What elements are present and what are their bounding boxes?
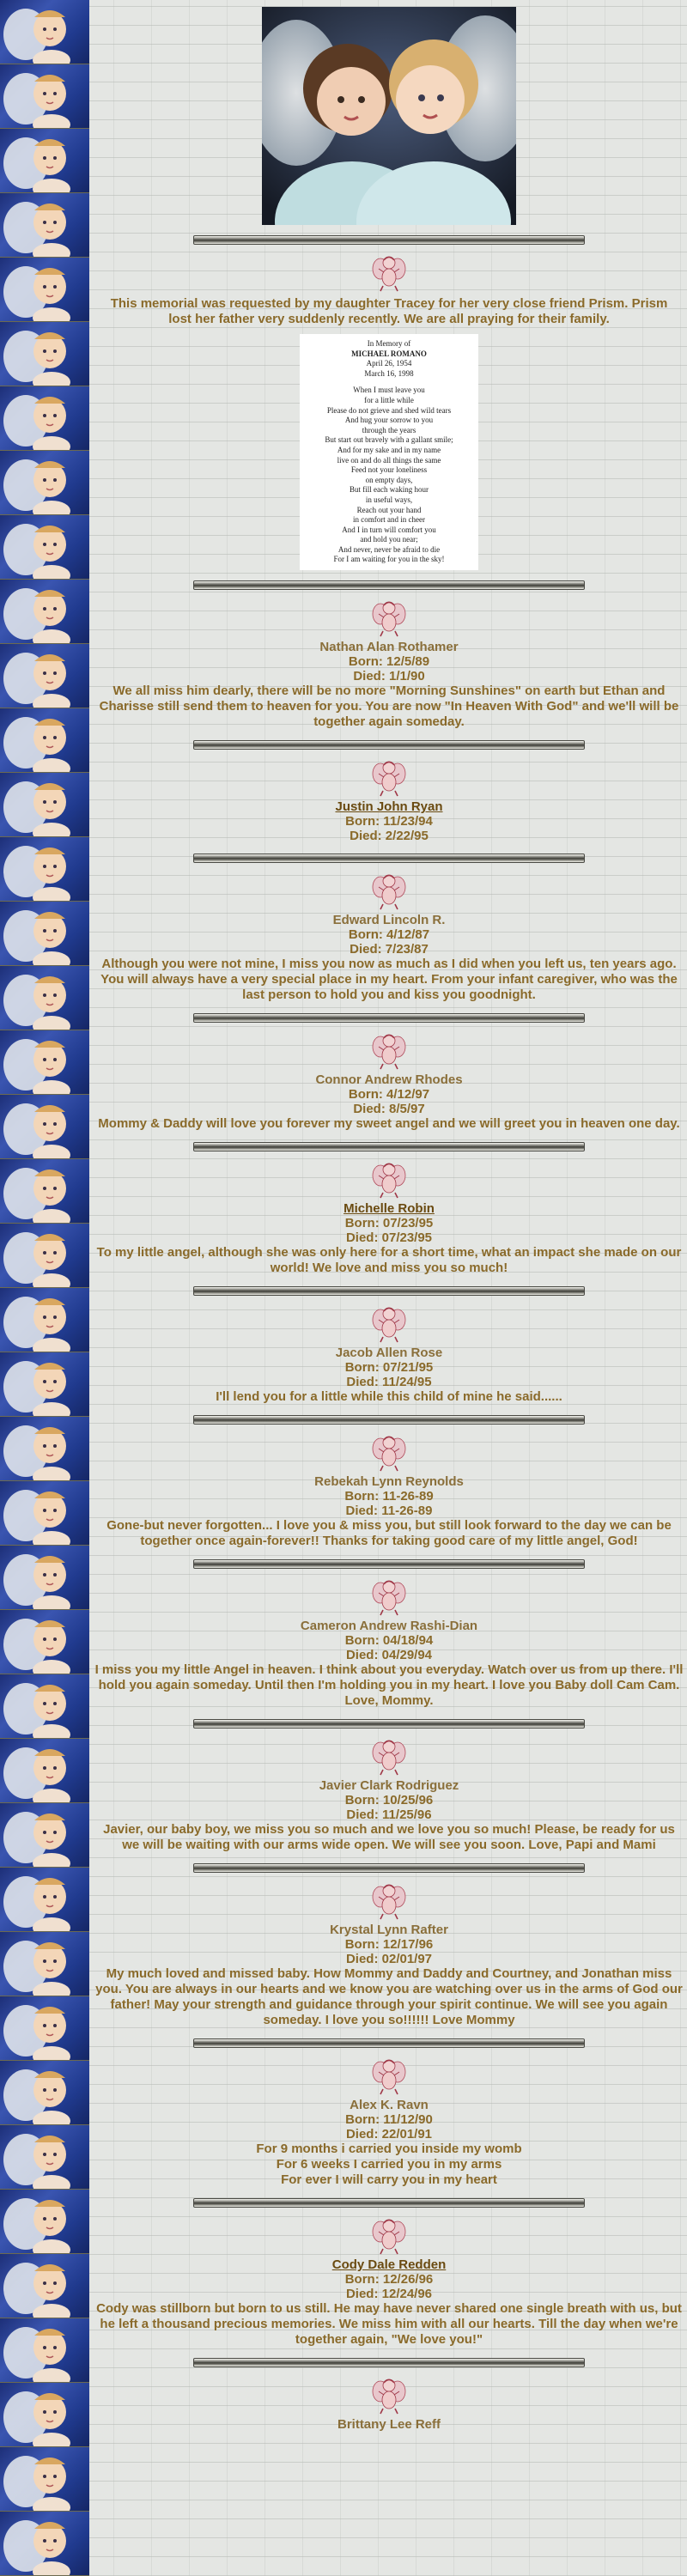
- entry-name: Edward Lincoln R.: [332, 913, 446, 928]
- entry-message: To my little angel, although she was only here for a short time, what an impact she made on our world! We love and miss you so much!: [96, 1245, 682, 1276]
- angel-tile: [0, 322, 89, 386]
- divider-bar: [193, 1719, 585, 1728]
- memorial-entry: [91, 2216, 687, 2348]
- entry-born-date: Born: 07/21/95: [344, 1360, 434, 1376]
- poem-line: and hold you near;: [360, 535, 418, 544]
- entry-died-date: Died: 1/1/90: [353, 669, 425, 684]
- poem-line: March 16, 1998: [364, 368, 414, 378]
- entry-died-date: Died: 02/01/97: [345, 1952, 433, 1967]
- entry-born-date: Born: 12/17/96: [344, 1937, 434, 1953]
- entry-message: Mommy & Daddy will love you forever my sweet angel and we will greet you in heaven one day.: [98, 1116, 680, 1132]
- entry-died-date: Died: 07/23/95: [345, 1230, 433, 1246]
- angel-tile: [0, 1996, 89, 2061]
- angel-tile: [0, 2447, 89, 2512]
- poem-line: [303, 379, 475, 386]
- poem-line: MICHAEL ROMANO: [351, 349, 427, 358]
- angel-tile: [0, 708, 89, 773]
- poem-line: And for my sake and in my name: [337, 445, 441, 454]
- angel-tile: [0, 2061, 89, 2125]
- angel-tile: [0, 966, 89, 1030]
- memorial-entries-list: [91, 580, 687, 2432]
- cherub-icon: [372, 1577, 406, 1617]
- angel-tile: [0, 193, 89, 258]
- entry-message: For 9 months i carried you inside my womb For 6 weeks I carried you in my arms For ever I will carry you in my heart: [256, 2142, 522, 2188]
- angel-tile: [0, 0, 89, 64]
- angel-tile: [0, 644, 89, 708]
- angel-tile: [0, 1546, 89, 1610]
- entry-name: Nathan Alan Rothamer: [319, 640, 459, 655]
- poem-line: But fill each waking hour: [350, 485, 429, 495]
- poem-line: But start out bravely with a gallant smile;: [325, 435, 453, 445]
- entry-message: My much loved and missed baby. How Mommy and Daddy and Courtney, and Jonathan miss you. You are always in our hearts and we know you are watching over us in the arms of God our father! May your strength and guidance through your spirit continue. We will see you again someday. I love you so!!!!!! Love Mommy: [95, 1966, 683, 2028]
- entry-born-date: Born: 12/26/96: [344, 2272, 434, 2287]
- angel-tile: [0, 1417, 89, 1481]
- angel-tile: [0, 1095, 89, 1159]
- entry-message: Gone-but never forgotten... I love you & miss you, but still look forward to the day we can be together once again-forever!! Thanks for taking good care of my little angel, God!: [106, 1518, 672, 1549]
- divider-bar: [193, 2198, 585, 2208]
- entry-born-date: Born: 11-26-89: [344, 1489, 434, 1504]
- entry-born-date: Born: 4/12/87: [348, 927, 430, 943]
- entry-born-date: Born: 04/18/94: [344, 1633, 434, 1649]
- memorial-entry: [91, 1031, 687, 1132]
- divider-bar: [193, 580, 585, 590]
- entry-name: Brittany Lee Reff: [337, 2417, 441, 2433]
- memorial-entry: [91, 1304, 687, 1405]
- entry-born-date: Born: 07/23/95: [344, 1216, 434, 1231]
- memorial-entry: [91, 1433, 687, 1549]
- angel-tile: [0, 1030, 89, 1095]
- entry-name[interactable]: Cody Dale Redden: [331, 2257, 447, 2273]
- memorial-poem-card: [300, 334, 478, 570]
- poem-line: Please do not grieve and shed wild tears: [326, 405, 452, 415]
- cherub-icon: [372, 1881, 406, 1921]
- poem-line: In Memory of: [367, 339, 411, 348]
- entry-message: I miss you my little Angel in heaven. I think about you everyday. Watch over us from up there. I'll hold you again someday. Until then I'm holding you in my heart. I love you Baby doll Cam Cam. Love, Mommy.: [94, 1662, 684, 1709]
- divider-bar: [193, 1142, 585, 1151]
- cherub-icon: [372, 872, 406, 911]
- entry-name: Javier Clark Rodriguez: [319, 1778, 459, 1794]
- poem-line: through the years: [362, 425, 416, 434]
- entry-message: Although you were not mine, I miss you now as much as I did when you left us, ten years ago. You will always have a very special place in my heart. From your infant caregiver, who was the last person to hold you and kiss you goodnight.: [100, 957, 678, 1003]
- angel-tile: [0, 1288, 89, 1352]
- memorial-entry: [91, 2376, 687, 2432]
- divider-bar: [193, 235, 585, 245]
- divider-bar: [193, 1863, 585, 1873]
- angel-tile: [0, 386, 89, 451]
- entry-name: Rebekah Lynn Reynolds: [314, 1474, 464, 1490]
- cherub-icon: [372, 2057, 406, 2096]
- entry-name: Cameron Andrew Rashi-Dian: [300, 1619, 478, 1634]
- angel-tile: [0, 1739, 89, 1803]
- cherub-icon: [372, 758, 406, 798]
- angel-tile: [0, 580, 89, 644]
- angel-tile: [0, 1481, 89, 1546]
- poem-line: Feed not your loneliness: [350, 465, 428, 475]
- entry-message: I'll lend you for a little while this child of mine he said......: [216, 1389, 562, 1405]
- poem-line: And hug your sorrow to you: [344, 416, 434, 425]
- memorial-entry: [91, 1881, 687, 2028]
- angel-tile: [0, 451, 89, 515]
- angel-tile: [0, 1159, 89, 1224]
- angels-hero-image: [262, 7, 516, 225]
- poem-line: for a little while: [364, 395, 414, 404]
- entry-born-date: Born: 12/5/89: [348, 654, 430, 670]
- cherub-icon: [372, 1031, 406, 1071]
- entry-message: Javier, our baby boy, we miss you so much and we love you so much! Please, be ready for us we will be waiting with our arms wide open. We will see you soon. Love, Papi and Mami: [103, 1822, 675, 1853]
- entry-died-date: Died: 2/22/95: [350, 829, 429, 844]
- intro-text: This memorial was requested by my daughter Tracey for her very close friend Prism. Prism lost her father very suddenly recently. We are all praying for their family.: [110, 296, 668, 326]
- angel-tile: [0, 129, 89, 193]
- cherub-icon: [372, 1160, 406, 1200]
- entry-name: Jacob Allen Rose: [335, 1346, 443, 1361]
- divider-bar: [193, 2038, 585, 2048]
- angel-tile: [0, 837, 89, 902]
- angel-tile: [0, 902, 89, 966]
- angel-tile: [0, 1674, 89, 1739]
- memorial-entry: [91, 1577, 687, 1709]
- poem-line: And I in turn will comfort you: [342, 525, 436, 534]
- angel-tile: [0, 2190, 89, 2254]
- cherub-icon: [372, 1304, 406, 1344]
- angel-tile: [0, 2383, 89, 2447]
- angel-tile: [0, 64, 89, 129]
- divider-bar: [193, 1286, 585, 1296]
- poem-line: April 26, 1954: [366, 359, 412, 368]
- entry-died-date: Died: 04/29/94: [345, 1648, 433, 1663]
- angel-tile: [0, 1932, 89, 1996]
- poem-line: For I am waiting for you in the sky!: [333, 555, 445, 564]
- memorial-entry: [91, 598, 687, 730]
- poem-line: on empty days,: [365, 475, 413, 484]
- memorial-entry: [91, 1737, 687, 1853]
- entry-name[interactable]: Michelle Robin: [344, 1201, 435, 1217]
- entry-born-date: Born: 11/23/94: [345, 814, 433, 829]
- angel-tile: [0, 1610, 89, 1674]
- divider-bar: [193, 2358, 585, 2367]
- entry-died-date: Died: 11-26-89: [345, 1504, 433, 1519]
- poem-line: And never, never be afraid to die: [337, 544, 441, 554]
- entry-born-date: Born: 4/12/97: [348, 1087, 430, 1103]
- angel-tile: [0, 1868, 89, 1932]
- cherub-icon: [372, 598, 406, 638]
- entry-name: Alex K. Ravn: [350, 2098, 429, 2113]
- entry-name: Connor Andrew Rhodes: [315, 1072, 463, 1088]
- entry-message: Cody was stillborn but born to us still. He may have never shared one single breath with us, but he left a thousand precious memories. We miss him with all our hearts. Till the day when we're together again, "We love you!": [96, 2301, 682, 2348]
- divider-bar: [193, 740, 585, 750]
- divider-bar: [193, 1013, 585, 1023]
- angel-tile-strip: [0, 0, 89, 2576]
- angel-tile: [0, 515, 89, 580]
- angel-tile: [0, 2318, 89, 2383]
- entry-died-date: Died: 22/01/91: [345, 2127, 433, 2142]
- entry-born-date: Born: 10/25/96: [344, 1793, 434, 1808]
- poem-line: When I must leave you: [353, 386, 425, 395]
- entry-born-date: Born: 11/12/90: [345, 2112, 433, 2128]
- cherub-icon: [372, 1737, 406, 1777]
- entry-died-date: Died: 11/24/95: [346, 1375, 432, 1390]
- angel-tile: [0, 1352, 89, 1417]
- angel-tile: [0, 258, 89, 322]
- memorial-entry: [91, 872, 687, 1003]
- cherub-icon: [372, 1433, 406, 1473]
- entry-message: We all miss him dearly, there will be no more "Morning Sunshines" on earth but Ethan and Charisse still send them to heaven for you. You are now "In Heaven With God" and we'll will be together again someday.: [99, 683, 679, 730]
- entry-died-date: Died: 8/5/97: [353, 1102, 425, 1117]
- memorial-column: [91, 0, 687, 2432]
- memorial-entry: [91, 2057, 687, 2188]
- memorial-entry: [91, 1160, 687, 1276]
- divider-bar: [193, 1559, 585, 1569]
- cherub-icon: [372, 2216, 406, 2256]
- entry-name[interactable]: Justin John Ryan: [335, 799, 443, 815]
- memorial-entry: [91, 758, 687, 843]
- poem-line: in comfort and in cheer: [353, 515, 425, 525]
- angel-tile: [0, 2125, 89, 2190]
- divider-bar: [193, 854, 585, 863]
- angel-tile: [0, 1803, 89, 1868]
- entry-died-date: Died: 11/25/96: [346, 1807, 432, 1823]
- poem-line: Reach out your hand: [356, 505, 422, 514]
- cherub-icon: [372, 2376, 406, 2415]
- poem-line: live on and do all things the same: [337, 455, 441, 465]
- angel-tile: [0, 773, 89, 837]
- divider-bar: [193, 1415, 585, 1425]
- entry-died-date: Died: 7/23/87: [350, 942, 429, 957]
- angel-tile: [0, 2254, 89, 2318]
- entry-died-date: Died: 12/24/96: [345, 2287, 433, 2302]
- angel-tile: [0, 1224, 89, 1288]
- entry-name: Krystal Lynn Rafter: [330, 1923, 448, 1938]
- cherub-icon: [372, 253, 406, 293]
- angel-tile: [0, 2512, 89, 2576]
- poem-line: in useful ways,: [365, 495, 413, 504]
